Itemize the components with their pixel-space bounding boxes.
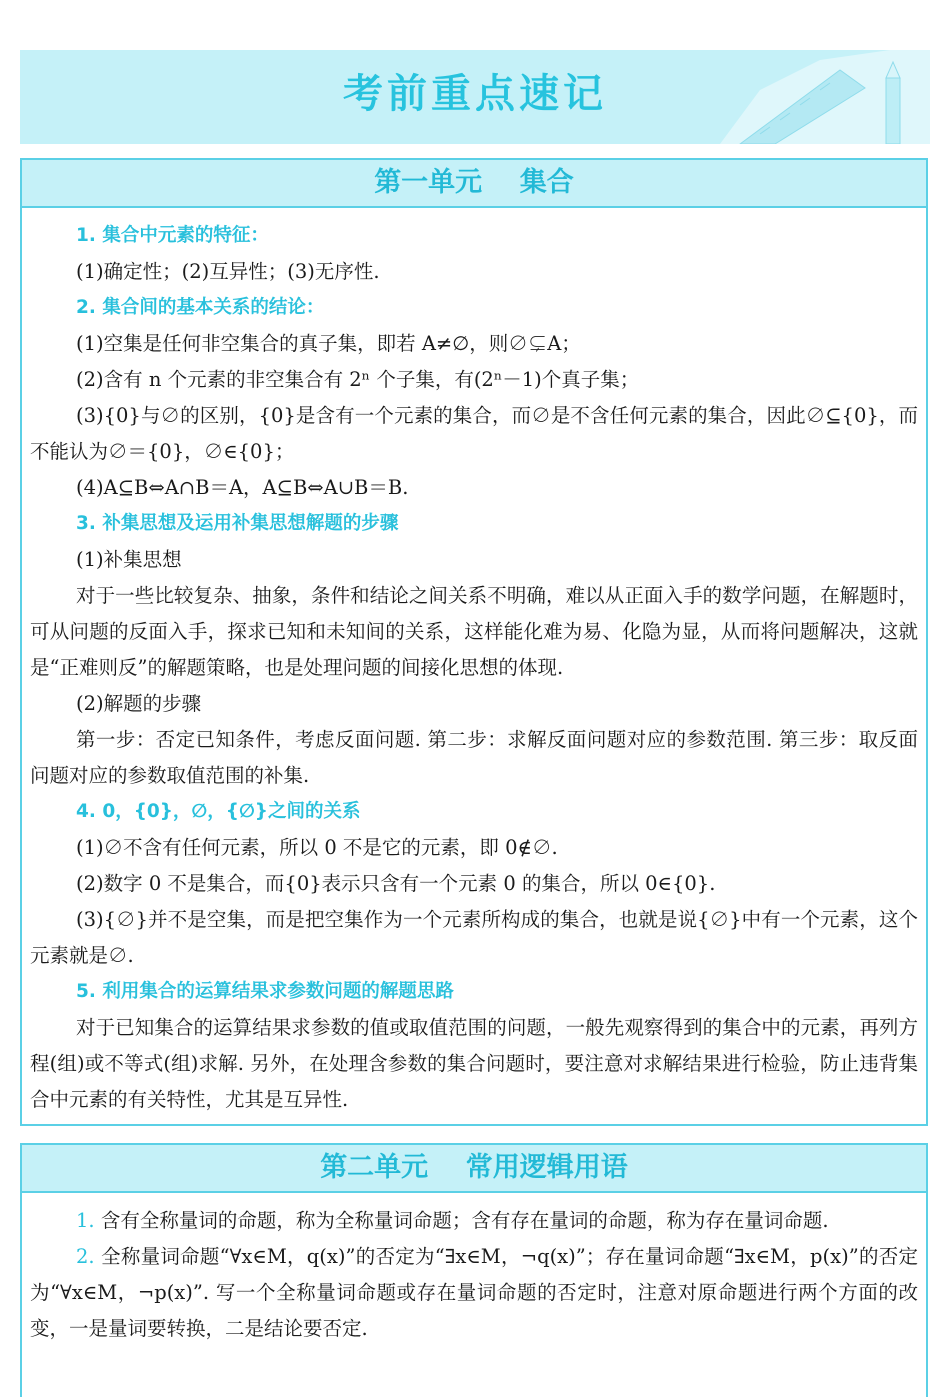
paragraph: (1)空集是任何非空集合的真子集，即若 A≠∅，则∅⊊A； bbox=[76, 332, 581, 355]
paragraph: 对于一些比较复杂、抽象，条件和结论之间关系不明确，难以从正面入手的数学问题，在解题时，可从问题的反面入手，探求已知和未知间的关系，这样能化难为易、化隐为显，从而将问题解决，这就是“正难则反”的解题策略，也是处理问题的间接化思想的体现. bbox=[30, 584, 918, 679]
item-text: 含有全称量词的命题，称为全称量词命题；含有存在量词的命题，称为存在量词命题. bbox=[100, 1209, 829, 1232]
list-item bbox=[30, 1239, 918, 1347]
paragraph: (3){0}与∅的区别，{0}是含有一个元素的集合，而∅是不含任何元素的集合，因此∅⊆{0}，而不能认为∅＝{0}，∅∈{0}； bbox=[30, 404, 918, 463]
list-item bbox=[30, 1203, 918, 1239]
ruler-pencil-icon bbox=[700, 50, 930, 144]
paragraph: (1)确定性；(2)互异性；(3)无序性. bbox=[76, 260, 380, 283]
paragraph: 第一步：否定已知条件，考虑反面问题. 第二步：求解反面问题对应的参数范围. 第三步：取反面问题对应的参数取值范围的补集. bbox=[30, 728, 918, 787]
paragraph: (2)数字 0 不是集合，而{0}表示只含有一个元素 0 的集合，所以 0∈{0}. bbox=[76, 872, 716, 895]
unit1-title: 第一单元 集合 bbox=[22, 160, 926, 208]
paragraph: (3){∅}并不是空集，而是把空集作为一个元素所构成的集合，也就是说{∅}中有一个元素，这个元素就是∅. bbox=[30, 908, 918, 967]
section-heading: 5. 利用集合的运算结果求参数问题的解题思路 bbox=[76, 981, 454, 1002]
section-heading: 2. 集合间的基本关系的结论： bbox=[76, 297, 325, 318]
section-heading: 3. 补集思想及运用补集思想解题的步骤 bbox=[76, 513, 399, 534]
paragraph: (2)含有 n 个元素的非空集合有 2ⁿ 个子集，有(2ⁿ－1)个真子集； bbox=[76, 368, 640, 391]
item-number: 1. bbox=[76, 1209, 101, 1232]
paragraph: (2)解题的步骤 bbox=[76, 692, 202, 715]
section-heading: 1. 集合中元素的特征： bbox=[76, 225, 269, 246]
paragraph: (4)A⊆B⇔A∩B＝A，A⊆B⇔A∪B＝B. bbox=[76, 476, 409, 499]
title-banner bbox=[20, 50, 930, 144]
item-number: 2. bbox=[76, 1245, 102, 1268]
unit1-box bbox=[20, 158, 928, 1126]
paragraph: 对于已知集合的运算结果求参数的值或取值范围的问题，一般先观察得到的集合中的元素，再列方程(组)或不等式(组)求解. 另外，在处理含参数的集合问题时，要注意对求解结果进行检验，防止违背集合中元素的有关特性，尤其是互异性. bbox=[30, 1016, 918, 1111]
page-title: 考前重点速记 bbox=[343, 71, 607, 117]
unit1-content bbox=[22, 208, 926, 1124]
unit2-title: 第二单元 常用逻辑用语 bbox=[22, 1145, 926, 1193]
paragraph: (1)∅不含有任何元素，所以 0 不是它的元素，即 0∉∅. bbox=[76, 836, 558, 859]
unit2-content bbox=[22, 1193, 926, 1353]
paragraph: (1)补集思想 bbox=[76, 548, 182, 571]
item-text: 全称量词命题“∀x∈M，q(x)”的否定为“∃x∈M，¬q(x)”；存在量词命题“∃x∈M，p(x)”的否定为“∀x∈M，¬p(x)”. 写一个全称量词命题或存在量词命题的否定时，注意对原命题进行两个方面的改变，一是量词要转换，二是结论要否定. bbox=[30, 1245, 918, 1340]
section-heading: 4. 0，{0}，∅，{∅}之间的关系 bbox=[76, 801, 361, 822]
unit2-box bbox=[20, 1143, 928, 1397]
